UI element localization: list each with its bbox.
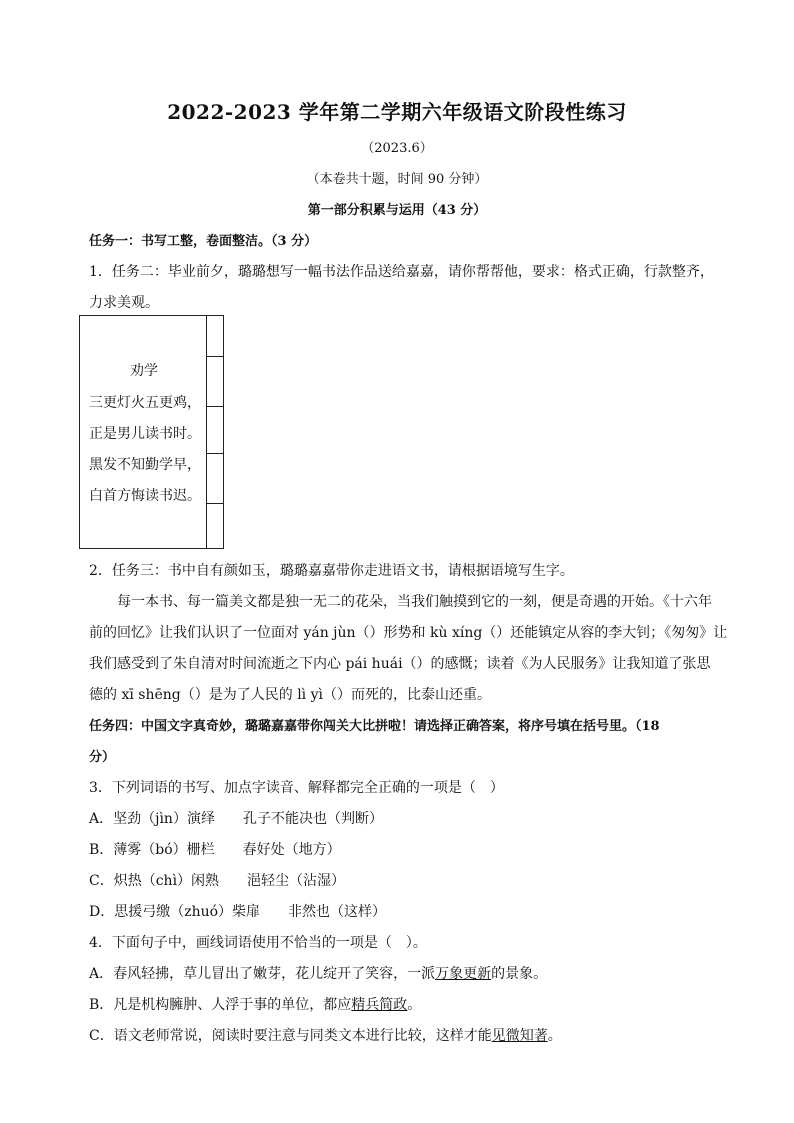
q3-option-d: D．思援弓缴（zhuó）柴扉 非然也（这样） [89,904,387,920]
q4-option-c [89,1025,719,1045]
q4-option-b [89,994,719,1014]
poem-line: 黑发不知勤学早， [89,457,201,473]
q4-option-a [89,963,719,983]
part-heading: 第一部分积累与运用（43 分） [307,203,487,218]
option-text: B．凡是机构臃肿、人浮于事的单位，都应 [89,997,352,1013]
grid-divider [207,356,223,357]
q1-line1: 1．任务二：毕业前夕，璐璐想写一幅书法作品送给嘉嘉，请你帮帮他，要求：格式正确，行款整齐， [89,264,714,280]
q3-stem: 3．下列词语的书写、加点字读音、解释都完全正确的一项是（ ） [89,780,504,796]
poem-box [79,315,207,549]
q2-para-line: 我们感受到了朱自清对时间流逝之下内心 pái huái（）的感慨；读着《为人民服务》让我知道了张思 [89,656,711,672]
q2-line1: 2．任务三：书中自有颜如玉，璐璐嘉嘉带你走进语文书，请根据语境写生字。 [89,563,574,579]
option-text: A．春风轻拂，草儿冒出了嫩芽，花儿绽开了笑容，一派 [89,966,436,982]
q3-option-c: C．炽热（chì）闲熟 浥轻尘（沾湿） [89,873,346,889]
task4-heading-cont: 分） [89,750,116,765]
q2-para-line: 前的回忆》让我们认识了一位面对 yán jùn（）形势和 kù xíng（）还能镇定从容的李大钊；《匆匆》让 [89,625,728,641]
page-title: 2022-2023 学年第二学期六年级语文阶段性练习 [167,100,627,124]
q2-para-line: 德的 xī shēng（）是为了人民的 lì yì（）而死的，比泰山还重。 [89,687,491,703]
grid-divider [207,453,223,454]
q3-option-a: A．坚劲（jìn）演绎 孔子不能决也（判断） [89,811,383,827]
poem-line: 白首方悔读书迟。 [89,488,201,504]
option-text: 。 [547,1028,562,1044]
grid-divider [207,406,223,407]
option-text: C．语文老师常说，阅读时要注意与同类文本进行比较，这样才能 [89,1028,492,1044]
poem-line: 正是男儿读书时。 [89,426,201,442]
exam-note: （本卷共十题，时间 90 分钟） [306,172,488,187]
underlined-phrase: 精兵简政 [351,997,408,1013]
q3-option-b: B．薄雾（bó）栅栏 春好处（地方） [89,842,341,858]
underlined-phrase: 见微知著 [491,1028,548,1044]
underlined-phrase: 万象更新 [435,966,492,982]
exam-date: （2023.6） [361,141,433,156]
task1-heading: 任务一：书写工整，卷面整洁。（3 分） [89,234,318,249]
poem-line: 三更灯火五更鸡， [89,395,201,411]
q2-para-line: 每一本书、每一篇美文都是独一无二的花朵，当我们触摸到它的一刻，便是奇遇的开始。《十六年 [117,594,712,610]
q1-line2: 力求美观。 [89,295,159,311]
option-text: 的景象。 [491,966,548,982]
grid-divider [207,503,223,504]
task4-heading: 任务四：中国文字真奇妙，璐璐嘉嘉带你闯关大比拼啦！请选择正确答案，将序号填在括号里。（18 [89,719,660,734]
poem-title: 劝学 [130,363,158,379]
writing-grid[interactable] [207,315,224,549]
q4-stem: 4．下面句子中，画线词语使用不恰当的一项是（ ）。 [89,935,427,951]
option-text: 。 [407,997,422,1013]
